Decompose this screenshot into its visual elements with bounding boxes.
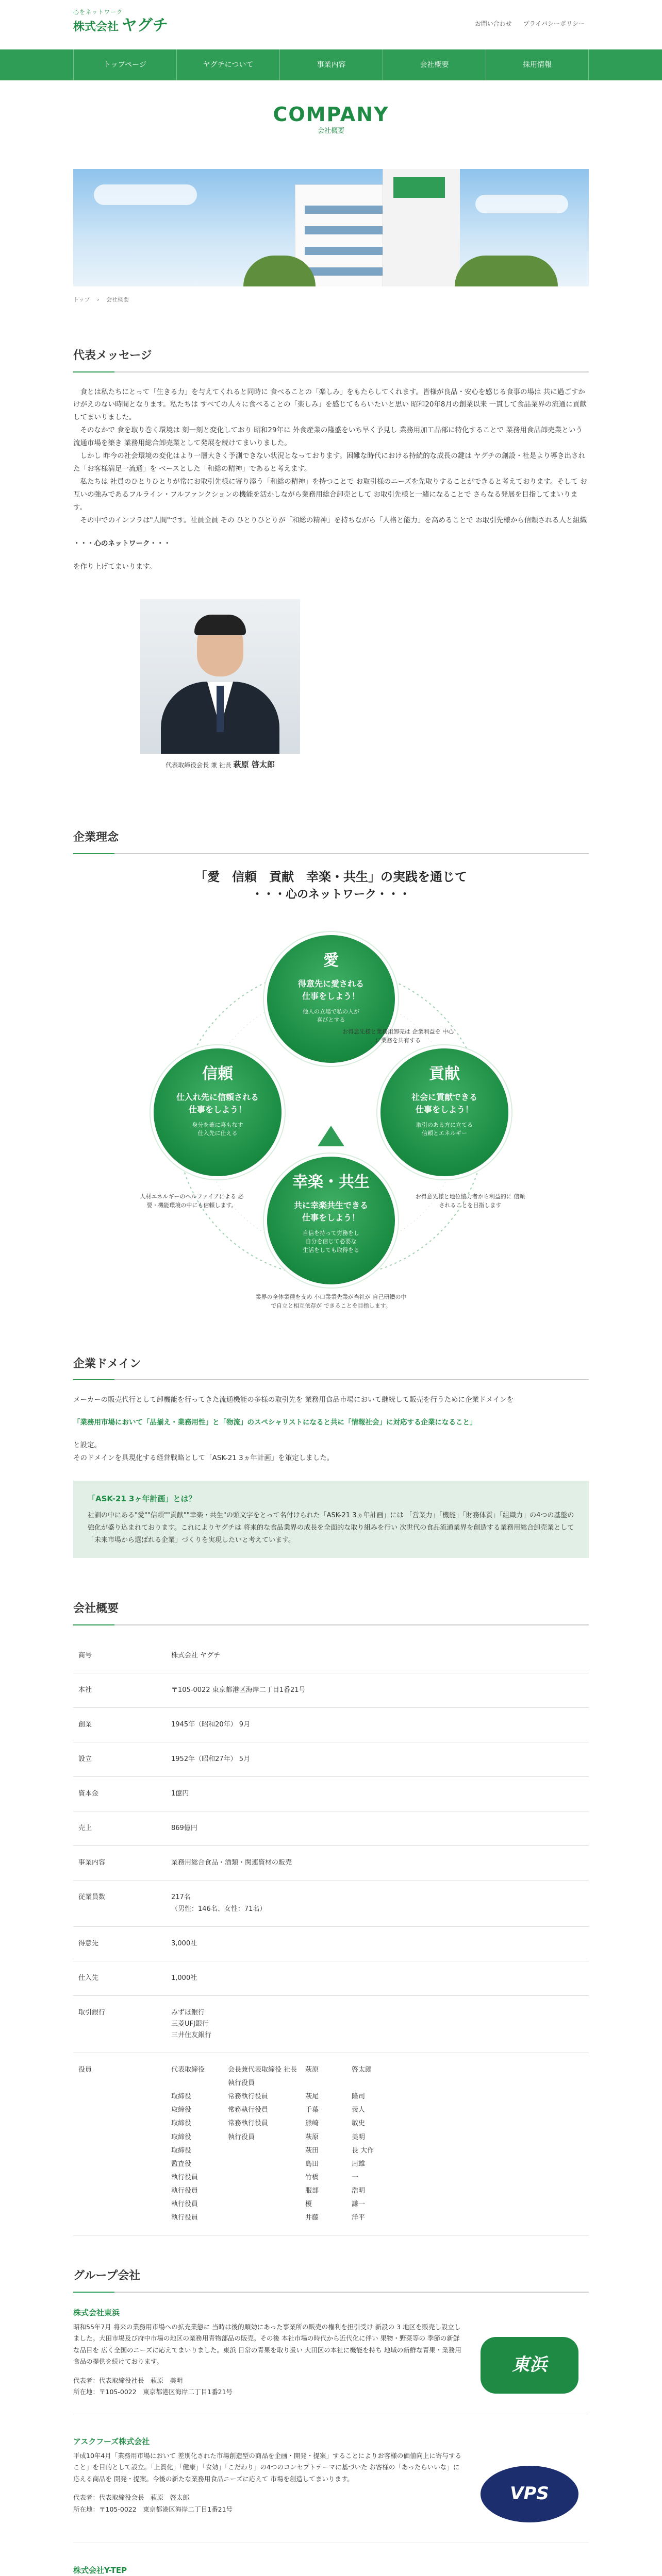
- group-company-rep: 代表者：代表取締役社長 萩原 美明: [73, 2376, 183, 2384]
- domain-intro: メーカーの販売代行として卸機能を行ってきた流通機能の多様の取引先を 業務用食品市場において継続して販売を行うために企業ドメインを: [73, 1396, 514, 1404]
- officer-cell: 常務執行役員: [228, 2093, 269, 2101]
- officer-cell: [228, 2185, 305, 2197]
- group-company: [73, 2564, 589, 2576]
- officer-cell: 千葉: [305, 2106, 319, 2114]
- page-title-ja: 会社概要: [317, 127, 344, 135]
- circle-koken-sub: 取引のある方に立てる 信頼とエネルギー: [416, 1121, 473, 1137]
- philosophy-section: [73, 828, 589, 1324]
- officers-grid: [171, 2064, 584, 2224]
- group-company: [73, 2306, 589, 2414]
- group-company-text: 平成10年4月「業務用市場において 差別化された市場創造型の商品を企画・開発・提案」することによりお客様の価値向上に寄与すること」を目的として設立。「上質化」「健康」「食効」「こだわり」の4つのコンセプトテーマに基づいた お客様の「あったらいいな」に応える商品を 開発・提案。今後の新たな業務用食品ニーズに応えて 市場を創造してまいります。: [73, 2451, 461, 2483]
- circle-ai-sub: 他人の立場で私の人が 喜びとする: [303, 1008, 359, 1024]
- table-row: [73, 1707, 589, 1742]
- portrait-tie: [217, 686, 224, 732]
- tree: [455, 256, 558, 286]
- officer-cell: [305, 2078, 352, 2089]
- officer-cell: [171, 2078, 228, 2089]
- officer-cell: 取締役: [171, 2146, 192, 2155]
- overview-table: [73, 1639, 589, 2235]
- row-key: 商号: [78, 1651, 92, 1659]
- group-heading: グループ会社: [73, 2266, 589, 2293]
- philosophy-heading: 企業理念: [73, 828, 589, 854]
- officer-cell: 熊崎: [305, 2120, 319, 2128]
- table-row: [73, 1880, 589, 1926]
- officer-cell: 榎: [305, 2200, 312, 2209]
- message-paragraph: しかし 昨今の社会環境の変化はより一層大きく予測できない状況となっております。困難な時代における持続的な成長の鍵は ヤグチの創設・社是より導き出された「お客様満足一流通」を ベースとした「和総の精神」であると考えます。: [73, 452, 586, 473]
- ask21-title: 「ASK-21 3ヶ年計画」とは？: [88, 1494, 196, 1503]
- circle-koken: [377, 1045, 511, 1179]
- note-left: 人材エネルギーのヘルファイアによる 必要・機能環境の中にも信頼します。: [140, 1193, 244, 1209]
- president-portrait: [140, 599, 300, 754]
- philosophy-headline: [73, 868, 589, 903]
- officer-cell: 常務執行役員: [228, 2120, 269, 2128]
- officer-cell: 取締役: [171, 2093, 192, 2101]
- officer-cell: 執行役員: [171, 2200, 198, 2209]
- officer-cell: 代表取締役: [171, 2066, 205, 2074]
- row-value: 業務用総合食品・酒類・関連資材の販売: [171, 1859, 292, 1867]
- officer-cell: 長 大作: [352, 2146, 374, 2155]
- circle-kyosei-title: 幸楽・共生: [292, 1173, 370, 1191]
- cloud: [475, 195, 568, 213]
- officer-cell: 浩明: [352, 2187, 366, 2195]
- group-company-name[interactable]: アスクフーズ株式会社: [73, 2436, 150, 2446]
- center-triangle-icon: [318, 1126, 344, 1146]
- officer-cell: 執行役員: [171, 2187, 198, 2195]
- officer-cell: 井藤: [305, 2214, 319, 2222]
- message-network: ・・・心のネットワーク・・・: [73, 539, 171, 548]
- circle-ai: [264, 932, 398, 1066]
- officer-cell: [228, 2172, 305, 2183]
- group-company-addr: 所在地：〒105-0022 東京都港区海岸二丁目1番21号: [73, 2505, 233, 2513]
- officer-cell: 執行役員: [171, 2173, 198, 2181]
- row-value: 1,000社: [171, 1974, 197, 1982]
- table-row: [73, 1961, 589, 1995]
- row-value: 1億円: [171, 1790, 189, 1798]
- table-row: [73, 1673, 589, 1707]
- table-row: [73, 1639, 589, 1673]
- domain-heading: 企業ドメイン: [73, 1354, 589, 1381]
- vps-logo: VPS: [481, 2466, 578, 2522]
- nav-business[interactable]: 事業内容: [279, 49, 383, 80]
- domain-highlight: 「業務用市場において「品揃え・業務用性」と「物流」のスペシャリストになると共に「情報社会」に対応する企業になること」: [73, 1418, 477, 1427]
- table-row: [73, 1846, 589, 1880]
- row-key: 事業内容: [78, 1859, 106, 1867]
- logo-kk: 株式会社: [73, 21, 119, 34]
- logo-name: ヤグチ: [122, 16, 169, 35]
- breadcrumb-sep: ›: [97, 296, 100, 303]
- officer-cell: 取締役: [171, 2106, 192, 2114]
- row-value: 217名 （男性：146名、女性：71名）: [171, 1893, 267, 1913]
- officer-cell: 萩原: [305, 2133, 319, 2141]
- message-paragraph: その中でのインフラは"人間"です。社員全員 その ひとりひとりが「和総の精神」を持ちながら「人格と能力」を高めることで お取引先様から信頼される人と組織: [80, 516, 587, 525]
- officer-cell: 服部: [305, 2187, 319, 2195]
- table-row: [73, 1995, 589, 2053]
- global-nav: [0, 49, 662, 80]
- domain-after-1: と設定。: [73, 1440, 101, 1449]
- officer-cell: 監査役: [171, 2160, 192, 2168]
- circle-ai-title: 愛: [323, 951, 339, 970]
- group-company-rep: 代表者：代表取締役会長 萩原 啓太郎: [73, 2494, 190, 2502]
- group-company-name[interactable]: 株式会社東浜: [73, 2308, 120, 2317]
- officer-cell: 執行役員: [171, 2214, 198, 2222]
- note-right: お得意先様と地位協力者から利益的に 信頼されることを目指します: [415, 1193, 525, 1209]
- group-company: [73, 2435, 589, 2543]
- row-key: 役員: [78, 2066, 92, 2074]
- officer-cell: [228, 2145, 305, 2157]
- breadcrumb-current: 会社概要: [106, 296, 129, 303]
- officer-cell: [228, 2199, 305, 2210]
- row-key: 得意先: [78, 1939, 99, 1947]
- officers-list: [166, 2053, 589, 2235]
- page-title: [0, 80, 662, 169]
- caption-name: 萩原 啓太郎: [233, 760, 275, 770]
- nav-about[interactable]: ヤグチについて: [176, 49, 279, 80]
- officer-cell: [352, 2078, 403, 2089]
- overview-heading: 会社概要: [73, 1599, 589, 1625]
- circle-kyosei-sub: 自信を持って労務をし 自分を信じて必要な 生活をしても取得をる: [303, 1229, 359, 1253]
- page-title-en: COMPANY: [273, 103, 389, 126]
- circle-ai-desc: 得意先に愛される 仕事をしよう！: [297, 978, 364, 1001]
- row-value: 株式会社 ヤグチ: [171, 1651, 221, 1659]
- group-company-name[interactable]: 株式会社Y-TEP: [73, 2565, 127, 2575]
- officer-cell: 竹橋: [305, 2173, 319, 2181]
- officer-cell: 執行役員: [228, 2079, 255, 2088]
- utility-links: [466, 19, 585, 29]
- circle-koken-title: 貢献: [429, 1064, 460, 1083]
- building-sign: [393, 177, 445, 198]
- portrait-caption: [140, 758, 300, 771]
- philosophy-headline-main: 「愛 信頼 貢献 幸楽・共生」の実践を通じて: [195, 869, 467, 884]
- row-key: 資本金: [78, 1790, 99, 1798]
- ask21-box: [73, 1481, 589, 1558]
- officer-cell: 敏史: [352, 2120, 366, 2128]
- domain-section: [73, 1354, 589, 1558]
- message-paragraph: そのなかで 食を取り巻く環境は 刻一刻と変化しており 昭和29年に 外食産業の隆盛をいち早く予見し 業務用加工品部に特化することで 業務用食品卸売業という流通市場を築き 業務用総合卸売業として発展を続けてまいりました。: [73, 426, 583, 448]
- philosophy-headline-sub: ・・・心のネットワーク・・・: [251, 888, 410, 901]
- message-section: [73, 346, 589, 771]
- nav-recruit[interactable]: 採用情報: [486, 49, 589, 80]
- group-section: [73, 2266, 589, 2576]
- officer-cell: 謙一: [352, 2200, 366, 2209]
- table-row: [73, 1811, 589, 1846]
- officer-cell: 萩田: [305, 2146, 319, 2155]
- group-company-addr: 所在地：〒105-0022 東京都港区海岸二丁目1番21号: [73, 2388, 233, 2396]
- message-tail: を作り上げてまいります。: [73, 563, 156, 571]
- privacy-link[interactable]: プライバシーポリシー: [523, 20, 585, 27]
- officer-cell: 萩尾: [305, 2093, 319, 2101]
- officer-cell: 島田: [305, 2160, 319, 2168]
- officer-cell: [228, 2212, 305, 2224]
- officer-cell: 常務執行役員: [228, 2106, 269, 2114]
- logo-text: [73, 17, 168, 34]
- breadcrumb: [73, 295, 589, 315]
- officer-cell: 洋平: [352, 2214, 366, 2222]
- cloud: [94, 184, 197, 205]
- message-paragraph: 食とは私たちにとって「生きる力」を与えてくれると同時に 食べることの「楽しみ」をもたらしてくれます。皆様が良品・安心を感じる食事の場は 共に過ごすかけがえのない時間となります。私たちは すべての人々に食べることの「楽しみ」を感じてもらいたいと思い 昭和20年8月の創業以来 一貫して食品業界の流通に貢献してまいりました。: [73, 387, 587, 422]
- table-row: [73, 1926, 589, 1961]
- row-value: 869億円: [171, 1824, 197, 1833]
- circle-kyosei-desc: 共に幸楽共生できる 仕事をしよう！: [293, 1200, 368, 1223]
- circle-shinrai-sub: 身分を確に喜もなす 仕入先に仕える: [192, 1121, 243, 1137]
- row-value: 〒105-0022 東京都港区海岸二丁目1番21号: [171, 1686, 306, 1694]
- message-paragraph: 私たちは 社員のひとりひとりが常にお取引先様に寄り添う「和総の精神」を持つことで お取引様のニーズを先取りすることができると考えております。そして お互いの強みであるフルライン・フルファンクションの機能を活かしながら業務用総合卸売として お取引先様と一緒になることで さらなる発展を目指してまいります。: [73, 478, 587, 512]
- caption-title: 代表取締役会長 兼 社長: [166, 761, 231, 769]
- ask21-text: 社訓の中にある"愛""信頼""貢献""幸楽・共生"の頭文字をとって名付けられた「ASK-21 3ヵ年計画」には 「営業力」「機能」「財務体質」「組織力」の4つの基盤の強化が盛り込まれております。これによりヤグチは 将来的な食品業界の成長を全面的な取り組みを行い 次世代の食品流通業界を創造する業務用総合卸売業として「未来市場から選ばれる企業」づくりを実現したいと考えています。: [88, 1512, 574, 1545]
- circle-shinrai-title: 信頼: [202, 1064, 233, 1083]
- table-row: [73, 2053, 589, 2235]
- group-company-text: 昭和55年7月 将来の業務用市場への拡充業態に 当時は後的順効にあった事業所の販売の権利を担引受け 新設の 3 地区を販売し設立しました。大田市場及び府中市場の地区の業務用青物部品の販売。その後 本社市場の時代から近代化に伴い 果物・野菜等の 季節の新鮮な品目を 広く全国のニーズに応えてまいりました。東浜 日常の青果を取り扱い 大田区の本社に機能を持ち 地域の新鮮な青果・業務用食品の提供を続けております。: [73, 2323, 461, 2366]
- officer-cell: 隆司: [352, 2093, 366, 2101]
- officer-cell: 啓太郎: [352, 2066, 372, 2074]
- circle-shinrai: [151, 1045, 285, 1179]
- officer-cell: 取締役: [171, 2120, 192, 2128]
- officer-cell: 美明: [352, 2133, 366, 2141]
- row-key: 設立: [78, 1755, 92, 1764]
- officer-cell: 周雄: [352, 2160, 366, 2168]
- circle-shinrai-desc: 仕入れ先に信頼される 仕事をしよう！: [176, 1092, 259, 1114]
- note-bottom: 業界の全体業種を支め 小口業業先業が当社が 自己研鑽の中で自立と相互依存が できることを目指します。: [255, 1293, 407, 1310]
- row-key: 従業員数: [78, 1893, 106, 1902]
- officer-cell: 会長兼代表取締役 社長: [228, 2066, 297, 2074]
- row-key: 売上: [78, 1824, 92, 1833]
- contact-link[interactable]: お問い合わせ: [474, 20, 512, 27]
- breadcrumb-top[interactable]: トップ: [73, 296, 90, 303]
- domain-after-2: そのドメインを具現化する経営戦略として「ASK-21 3ヵ年計画」を策定しました。: [73, 1454, 334, 1463]
- row-key: 創業: [78, 1720, 92, 1728]
- company-logo[interactable]: [73, 7, 168, 34]
- row-value: 1945年（昭和20年） 9月: [171, 1720, 251, 1728]
- circle-koken-desc: 社会に貢献できる 仕事をしよう！: [411, 1092, 477, 1114]
- officer-cell: [228, 2159, 305, 2170]
- officer-cell: 執行役員: [228, 2133, 255, 2141]
- logo-tagline: 心をネットワーク: [73, 9, 123, 15]
- building-tower: [383, 169, 460, 286]
- tohama-logo: 東浜: [481, 2337, 578, 2394]
- overview-section: [73, 1599, 589, 2235]
- officer-cell: 義人: [352, 2106, 366, 2114]
- hero-building-image: [73, 169, 589, 286]
- note-top: お得意先様と業務用卸売は 企業利益を 中心に業務を共有する: [342, 1028, 454, 1044]
- row-value: 1952年（昭和27年） 5月: [171, 1755, 251, 1764]
- nav-company[interactable]: 会社概要: [383, 49, 486, 80]
- nav-top[interactable]: トップページ: [73, 49, 176, 80]
- officer-cell: 取締役: [171, 2133, 192, 2141]
- circle-kyosei: [264, 1154, 398, 1287]
- portrait-hair: [194, 615, 246, 635]
- table-row: [73, 1742, 589, 1777]
- row-value: 3,000社: [171, 1939, 197, 1947]
- table-row: [73, 1777, 589, 1811]
- officer-cell: 萩原: [305, 2066, 319, 2074]
- row-value: みずほ銀行 三菱UFJ銀行 三井住友銀行: [171, 2008, 212, 2040]
- philosophy-diagram: [73, 911, 589, 1324]
- row-key: 取引銀行: [78, 2008, 106, 2016]
- site-header: [0, 0, 662, 49]
- officer-cell: 一: [352, 2173, 359, 2181]
- row-key: 本社: [78, 1686, 92, 1694]
- row-key: 仕入先: [78, 1974, 99, 1982]
- message-heading: 代表メッセージ: [73, 346, 589, 372]
